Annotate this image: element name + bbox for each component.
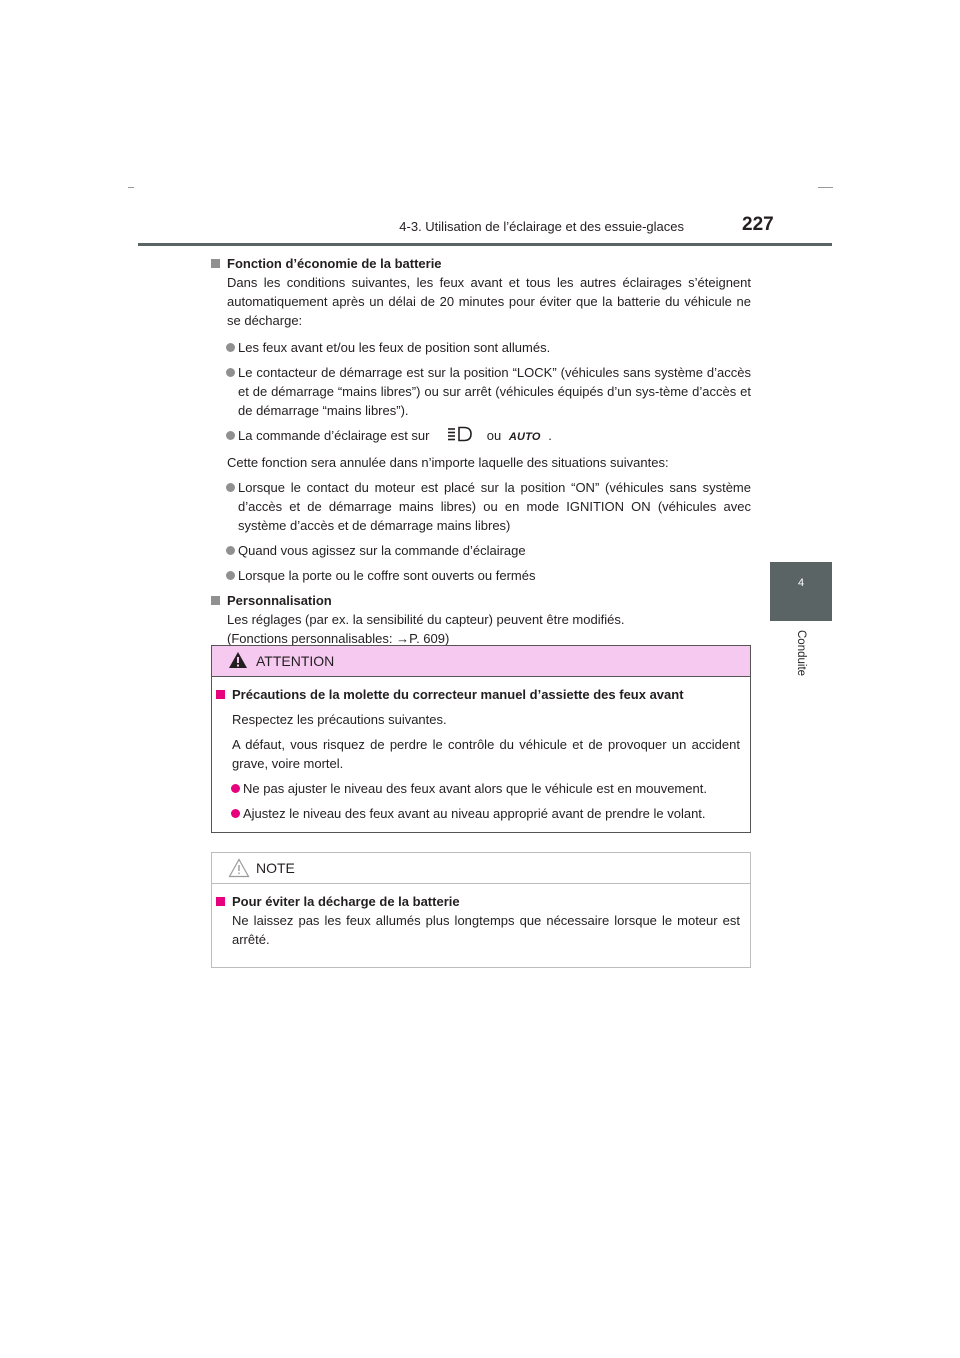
crop-mark-right (818, 187, 833, 188)
main-content (211, 254, 751, 648)
bullet-dot-icon (226, 483, 235, 492)
list-item: Ajustez le niveau des feux avant au niveau approprié avant de prendre le volant. (216, 804, 740, 823)
list-item: Lorsque le contact du moteur est placé sur la position “ON” (véhicules sans système d’accès et de démarrage mains libres) ou en mode IGNITION ON (véhicules avec système d’accès et de démarrage mains libres) (211, 478, 751, 535)
page-number: 227 (742, 214, 774, 235)
square-bullet-icon (216, 897, 225, 906)
section-title-custom: Personnalisation (211, 591, 751, 610)
note-title: Pour éviter la décharge de la batterie (216, 892, 740, 911)
note-box (211, 852, 751, 968)
auto-icon: AUTO (508, 431, 541, 443)
note-body (212, 884, 750, 959)
header-rule (138, 243, 832, 246)
bullet-dot-icon (226, 431, 235, 440)
square-bullet-icon (211, 596, 220, 605)
note-text: Ne laissez pas les feux allumés plus longtemps que nécessaire lorsque le moteur est arrêté. (232, 913, 740, 947)
section-title-battery: Fonction d’économie de la batterie (211, 254, 751, 273)
attention-title: Précautions de la molette du correcteur manuel d’assiette des feux avant (216, 685, 740, 704)
note-header (212, 853, 750, 884)
crop-mark-left (128, 187, 134, 188)
list-item: Ne pas ajuster le niveau des feux avant alors que le véhicule est en mouvement. (216, 779, 740, 798)
square-bullet-icon (216, 690, 225, 699)
square-bullet-icon (211, 259, 220, 268)
list-item: Le contacteur de démarrage est sur la position “LOCK” (véhicules sans système d’accès et de démarrage “mains libres”) ou sur arrêt (véhicules équipés d’un sys-tème d’accès et de démarrage “mains libres”). (211, 363, 751, 420)
bullet-dot-icon (226, 343, 235, 352)
attention-body (212, 677, 750, 833)
chapter-label: Conduite (795, 630, 807, 677)
battery-intro: Dans les conditions suivantes, les feux avant et tous les autres éclairages s’éteignent automatiquement après un délai de 20 minutes pour éviter que la batterie du véhicule ne se décharge: (227, 275, 751, 328)
warning-triangle-icon (228, 651, 248, 674)
custom-line-2: (Fonctions personnalisables: →P. 609) (227, 631, 450, 647)
note-triangle-icon (228, 858, 250, 883)
attention-label: ATTENTION (256, 653, 335, 669)
list-item: Les feux avant et/ou les feux de position sont allumés. (211, 338, 751, 357)
list-item: La commande d’éclairage est sur ou AUTO . (211, 426, 751, 447)
attention-box (211, 645, 751, 833)
chapter-label-box (770, 630, 832, 690)
attention-header (212, 646, 750, 677)
section-header: 4-3. Utilisation de l’éclairage et des essuie-glaces (399, 219, 684, 234)
chapter-number: 4 (797, 577, 805, 589)
list-item: Lorsque la porte ou le coffre sont ouverts ou fermés (211, 566, 751, 585)
attention-line-1: Respectez les précautions suivantes. (232, 712, 447, 727)
chapter-tab (770, 562, 832, 621)
bullet-dot-icon (226, 368, 235, 377)
bullet-dot-icon (231, 784, 240, 793)
bullet-dot-icon (231, 809, 240, 818)
bullet-dot-icon (226, 546, 235, 555)
cancel-intro: Cette fonction sera annulée dans n’importe laquelle des situations suivantes: (227, 455, 669, 471)
custom-line-1: Les réglages (par ex. la sensibilité du capteur) peuvent être modifiés. (227, 612, 625, 628)
note-label: NOTE (256, 860, 295, 876)
attention-line-2: A défaut, vous risquez de perdre le contrôle du véhicule et de provoquer un accident grave, voire mortel. (232, 737, 740, 771)
list-item: Quand vous agissez sur la commande d’éclairage (211, 541, 751, 560)
bullet-dot-icon (226, 571, 235, 580)
headlight-icon (447, 426, 473, 447)
